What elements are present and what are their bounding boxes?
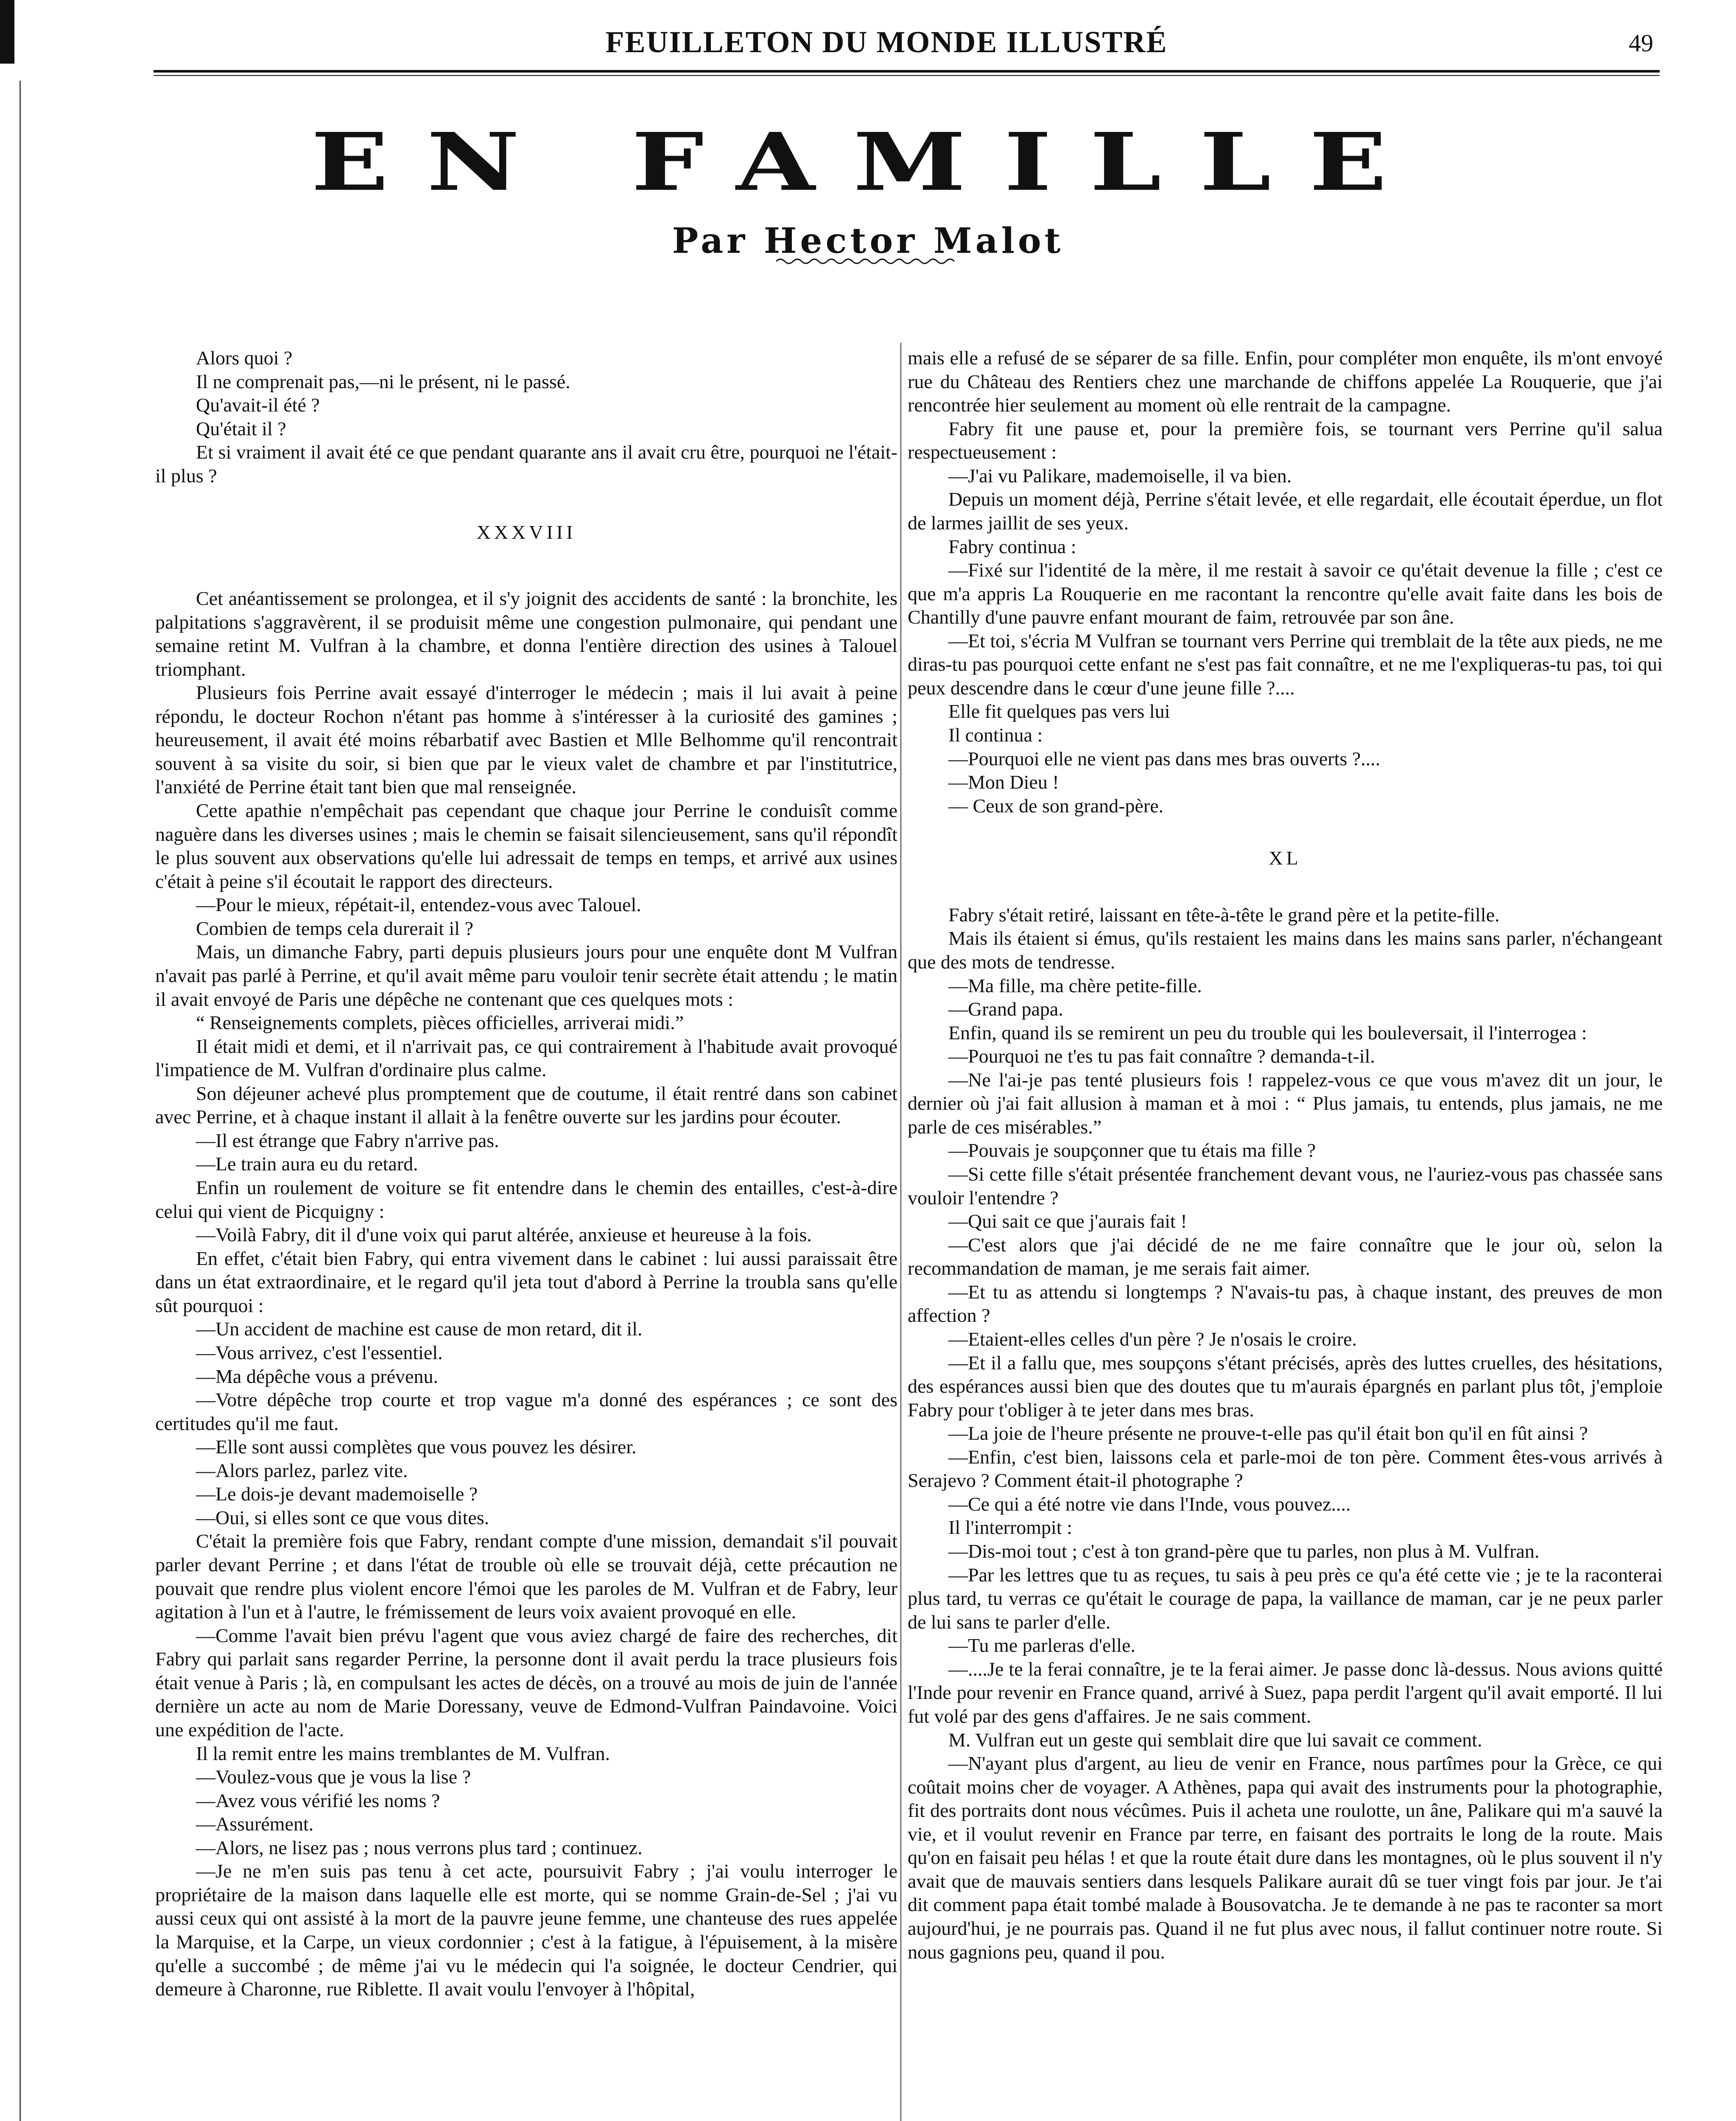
paragraph: —Le dois-je devant mademoiselle ? (196, 1483, 478, 1505)
paragraph: Il continua : (948, 724, 1043, 746)
intro-line: Alors quoi ? (196, 347, 293, 369)
page-edge-mark (0, 0, 14, 64)
paragraph: Cette apathie n'empêchait pas cependant que chaque jour Perrine le conduisît comme naguère dans les diverses usines ; mais le chemin se faisait silencieusement, sans qu'il répondît le plus souvent aux observations qu'elle lui adressait de temps en temps, et arrivé aux usines c'était à peine s'il écoutait le rapport des directeurs. (155, 800, 897, 892)
paragraph: —Pour le mieux, répétait-il, entendez-vous avec Talouel. (196, 894, 641, 916)
paragraph: —Pourquoi ne t'es tu pas fait connaître ? demanda-t-il. (948, 1045, 1375, 1067)
paragraph: mais elle a refusé de se séparer de sa fille. Enfin, pour compléter mon enquête, ils m'ont envoyé rue du Château des Rentiers chez une marchande de chiffons appelée La Rouquerie, que j'ai rencontrée hier seulement au moment où elle rentrait de la campagne. (908, 347, 1663, 416)
paragraph: En effet, c'était bien Fabry, qui entra vivement dans le cabinet : lui aussi paraissait être dans un état extraordinaire, et le regard qu'il jeta tout d'abord à Perrine la troubla sans qu'elle sût pourquoi : (155, 1247, 897, 1316)
paragraph: —Et tu as attendu si longtemps ? N'avais-tu pas, à chaque instant, des preuves de mon affection ? (908, 1281, 1663, 1326)
paragraph: —Qui sait ce que j'aurais fait ! (948, 1210, 1187, 1232)
paragraph: —Avez vous vérifié les noms ? (196, 1789, 440, 1811)
running-header-title: FEUILLETON DU MONDE ILLUSTRÉ (605, 25, 1168, 59)
paragraph: —Pourquoi elle ne vient pas dans mes bras ouverts ?.... (948, 747, 1381, 769)
paragraph: —Alors, ne lisez pas ; nous verrons plus tard ; continuez. (196, 1836, 643, 1858)
paragraph: —C'est alors que j'ai décidé de ne me faire connaître que le jour où, selon la recommandation de maman, je me serais fait aimer. (908, 1234, 1663, 1279)
paragraph: —Et toi, s'écria M Vulfran se tournant vers Perrine qui tremblait de la tête aux pieds, ne me diras-tu pas pourquoi cette enfant ne s'est pas fait connaître, et ne me l'expliqueras-tu pas, toi qui peux descendre dans le cœur d'une jeune fille ?.... (908, 630, 1663, 699)
paragraph: Enfin, quand ils se remirent un peu du trouble qui les bouleversait, il l'interrogea : (948, 1021, 1587, 1044)
paragraph: —Etaient-elles celles d'un père ? Je n'osais le croire. (948, 1328, 1357, 1350)
paragraph: —Voulez-vous que je vous la lise ? (196, 1766, 471, 1788)
paragraph: —Le train aura eu du retard. (196, 1153, 418, 1175)
chapter-heading: XXXVIII (476, 521, 576, 543)
paragraph: —Je ne m'en suis pas tenu à cet acte, poursuivit Fabry ; j'ai voulu interroger le propriétaire de la maison dans laquelle elle est morte, qui se nomme Grain-de-Sel ; j'ai vu aussi ceux qui ont assisté à la mort de la pauvre jeune femme, une chanteuse des rues appelée la Marquise, et la Carpe, un vieux cordonnier ; c'est à la fatigue, à l'épuisement, à la misère qu'elle a succombé ; de même j'ai vu le médecin qui l'a soignée, le docteur Cendrier, qui demeure à Charonne, rue Riblette. Il avait voulu l'envoyer à l'hôpital, (155, 1860, 897, 2000)
paragraph: —Il est étrange que Fabry n'arrive pas. (196, 1129, 499, 1151)
paragraph: Fabry fit une pause et, pour la première fois, se tournant vers Perrine qu'il salua respectueusement : (908, 417, 1663, 463)
paragraph: —Ne l'ai-je pas tenté plusieurs fois ! rappelez-vous ce que vous m'avez dit un jour, le dernier où j'ai fait allusion à maman et à moi : “ Plus jamais, tu entends, plus jamais, ne me parle de ces misérables.” (908, 1069, 1663, 1138)
paragraph: Il la remit entre les mains tremblantes de M. Vulfran. (196, 1742, 610, 1764)
paragraph: C'était la première fois que Fabry, rendant compte d'une mission, demandait s'il pouvait parler devant Perrine ; et dans l'état de trouble où elle se trouvait déjà, cette précaution ne pouvait que rendre plus violent encore l'émoi que les paroles de M. Vulfran et de Fabry, leur agitation à l'un et à l'autre, le frémissement de leurs voix avaient provoqué en elle. (155, 1530, 897, 1623)
paragraph: Mais, un dimanche Fabry, parti depuis plusieurs jours pour une enquête dont M Vulfran n'avait pas parlé à Perrine, et qu'il avait même paru vouloir tenir secrète était attendu ; le matin il avait envoyé de Paris une dépêche ne contenant que ces quelques mots : (155, 941, 897, 1010)
paragraph: Depuis un moment déjà, Perrine s'était levée, et elle regardait, elle écoutait éperdue, un flot de larmes jaillit de ses yeux. (908, 488, 1663, 534)
paragraph: —Alors parlez, parlez vite. (196, 1459, 408, 1481)
intro-line: Qu'était il ? (196, 417, 286, 439)
paragraph: —Un accident de machine est cause de mon retard, dit il. (196, 1318, 643, 1340)
paragraph: —Vous arrivez, c'est l'essentiel. (196, 1341, 443, 1363)
intro-line: Il ne comprenait pas,—ni le présent, ni le passé. (196, 370, 570, 392)
story-title: EN FAMILLE (311, 115, 1425, 209)
paragraph: —Enfin, c'est bien, laissons cela et parle-moi de ton père. Comment êtes-vous arrivés à Serajevo ? Comment était-il photographe ? (908, 1446, 1663, 1491)
paragraph: —N'ayant plus d'argent, au lieu de venir en France, nous partîmes pour la Grèce, ce qui coûtait moins cher de voyager. A Athènes, papa qui avait des instruments pour la photographie, fit des portraits dont nous vécûmes. Puis il acheta une roulotte, un âne, Palikare qui m'a sauvé la vie, et il voulut revenir en France par terre, en faisant des portraits le long de la route. Mais qu'on en faisait peu hélas ! et que la route était dure dans les montagnes, où le plus souvent il n'y avait que de mauvais sentiers dans lesquels Palikare aurait dû se tuer vingt fois par jour. Je t'ai dit comment papa était tombé malade à Bousovatcha. Je te demande à ne pas te raconter sa mort aujourd'hui, je ne pourrais pas. Quand il ne fut plus avec nous, il fallut continuer notre route. Si nous gagnions peu, quand il pou. (908, 1752, 1663, 1963)
intro-line: Qu'avait-il été ? (196, 394, 320, 416)
paragraph: —Si cette fille s'était présentée franchement devant vous, ne l'auriez-vous pas chassée sans vouloir l'entendre ? (908, 1163, 1663, 1209)
paragraph: —Oui, si elles sont ce que vous dites. (196, 1506, 489, 1528)
paragraph: Il l'interrompit : (948, 1517, 1072, 1539)
paragraph: Enfin un roulement de voiture se fit entendre dans le chemin des entailles, c'est-à-dire celui qui vient de Picquigny : (155, 1177, 897, 1222)
paragraph: —Fixé sur l'identité de la mère, il me restait à savoir ce qu'était devenue la fille ; c'est ce que m'a appris La Rouquerie en me racontant la rencontre qu'elle avait faite dans les bois de Chantilly d'une pauvre enfant mourant de faim, retrouvée par son âne. (908, 559, 1663, 628)
paragraph: Mais ils étaient si émus, qu'ils restaient les mains dans les mains sans parler, n'échangeant que des mots de tendresse. (908, 927, 1663, 973)
paragraph: —Grand papa. (948, 998, 1063, 1020)
paragraph: “ Renseignements complets, pièces officielles, arriverai midi.” (196, 1012, 684, 1034)
column-divider (900, 343, 901, 2121)
author-byline: Par Hector Malot (672, 221, 1064, 261)
paragraph: —Mon Dieu ! (948, 771, 1059, 793)
paragraph: Plusieurs fois Perrine avait essayé d'interroger le médecin ; mais il lui avait à peine répondu, le docteur Rochon n'étant pas homme à s'intéresser à la curiosité des gamines ; heureusement, il avait été moins rébarbatif avec Bastien et Mlle Belhomme qu'il rencontrait souvent à sa visite du soir, si bien que par le vieux valet de chambre et par l'institutrice, l'anxiété de Perrine était tant bien que mal renseignée. (155, 682, 897, 798)
paragraph: —....Je te la ferai connaître, je te la ferai aimer. Je passe donc là-dessus. Nous avions quitté l'Inde pour revenir en France quand, arrivé à Suez, papa perdit l'argent qu'il avait emporté. Il lui fut volé par des gens d'affaires. Je ne sais comment. (908, 1658, 1663, 1727)
paragraph: —Dis-moi tout ; c'est à ton grand-père que tu parles, non plus à M. Vulfran. (948, 1540, 1540, 1562)
paragraph: —Par les lettres que tu as reçues, tu sais à peu près ce qu'a été cette vie ; je te la raconterai plus tard, tu verras ce qu'était le courage de papa, la vaillance de maman, car je ne peux parler de lui sans te parler d'elle. (908, 1564, 1663, 1633)
paragraph: Combien de temps cela durerait il ? (196, 917, 473, 939)
paragraph: — Ceux de son grand-père. (948, 795, 1164, 817)
header-rule-thin (154, 75, 1660, 76)
paragraph: —Ma fille, ma chère petite-fille. (948, 974, 1202, 996)
paragraph: —Elle sont aussi complètes que vous pouvez les désirer. (196, 1436, 637, 1458)
page-edge-line (20, 81, 21, 2121)
wavy-divider-ornament (776, 256, 954, 266)
paragraph: —Tu me parleras d'elle. (948, 1634, 1135, 1657)
page-number: 49 (1629, 29, 1653, 57)
paragraph: —Et il a fallu que, mes soupçons s'étant précisés, après des luttes cruelles, des hésitations, des espérances aussi bien que des doutes que tu m'aurais épargnés en parlant plus tôt, j'emploie Fabry pour t'obliger à te jeter dans mes bras. (908, 1352, 1663, 1421)
paragraph: —La joie de l'heure présente ne prouve-t-elle pas qu'il était bon qu'il en fût ainsi ? (948, 1422, 1588, 1444)
chapter-heading: XL (1269, 847, 1302, 869)
paragraph: M. Vulfran eut un geste qui semblait dire que lui savait ce comment. (948, 1729, 1482, 1751)
left-column (155, 346, 897, 2001)
paragraph: —Pouvais je soupçonner que tu étais ma fille ? (948, 1139, 1316, 1161)
intro-line: Et si vraiment il avait été ce que pendant quarante ans il avait cru être, pourquoi ne l'était-il plus ? (155, 441, 897, 487)
paragraph: Cet anéantissement se prolongea, et il s'y joignit des accidents de santé : la bronchite, les palpitations s'aggravèrent, il se produisit même une congestion pulmonaire, qui pendant une semaine retint M. Vulfran à la chambre, et donna l'entière direction des usines à Talouel triomphant. (155, 587, 897, 680)
paragraph: Elle fit quelques pas vers lui (948, 700, 1170, 722)
paragraph: —Ce qui a été notre vie dans l'Inde, vous pouvez.... (948, 1493, 1351, 1515)
paragraph: —Assurément. (196, 1813, 314, 1835)
paragraph: Fabry s'était retiré, laissant en tête-à-tête le grand père et la petite-fille. (948, 904, 1500, 926)
paragraph: —Comme l'avait bien prévu l'agent que vous aviez chargé de faire des recherches, dit Fabry qui parlait sans regarder Perrine, la personne dont il avait perdu la trace plusieurs fois était venue à Paris ; là, en compulsant les actes de décès, on a trouvé au mois de juin de l'année dernière un acte au nom de Marie Doressany, veuve de Edmond-Vulfran Paindavoine. Voici une expédition de l'acte. (155, 1624, 897, 1740)
paragraph: —Votre dépêche trop courte et trop vague m'a donné des espérances ; ce sont des certitudes qu'il me faut. (155, 1389, 897, 1434)
paragraph: Son déjeuner achevé plus promptement que de coutume, il était rentré dans son cabinet avec Perrine, et à chaque instant il allait à la fenêtre ouverte sur les jardins pour écouter. (155, 1082, 897, 1128)
paragraph: Fabry continua : (948, 535, 1076, 557)
header-rule (154, 70, 1660, 73)
right-column (908, 346, 1663, 1964)
paragraph: Il était midi et demi, et il n'arrivait pas, ce qui contrairement à l'habitude avait provoqué l'impatience de M. Vulfran d'ordinaire plus calme. (155, 1035, 897, 1081)
paragraph: —Ma dépêche vous a prévenu. (196, 1365, 438, 1387)
paragraph: —J'ai vu Palikare, mademoiselle, il va bien. (948, 464, 1292, 487)
paragraph: —Voilà Fabry, dit il d'une voix qui parut altérée, anxieuse et heureuse à la fois. (196, 1224, 812, 1246)
